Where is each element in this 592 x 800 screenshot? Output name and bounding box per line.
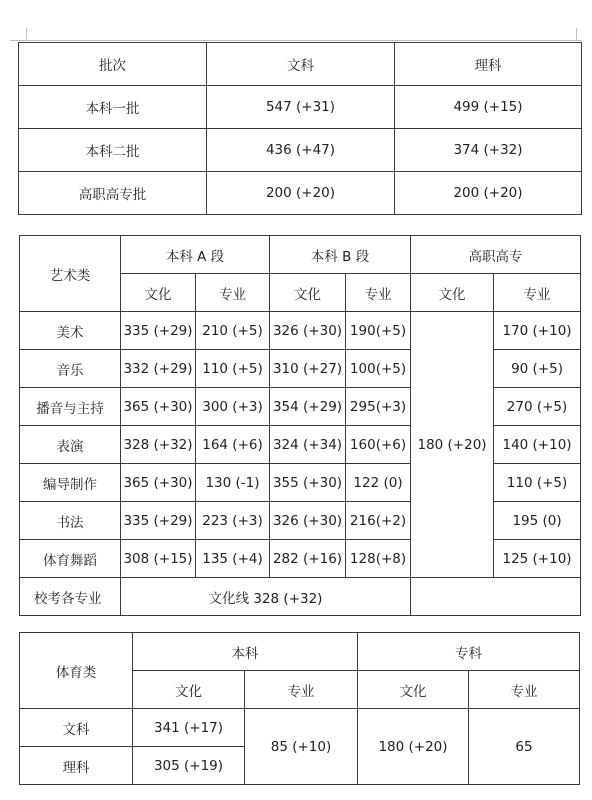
cell-value: 200 (+20) — [395, 172, 582, 215]
bachelor-major-merged: 85 (+10) — [245, 709, 358, 785]
row-label: 编导制作 — [20, 464, 121, 502]
cell-value: 436 (+47) — [207, 129, 395, 172]
cell-value: 310 (+27) — [270, 350, 346, 388]
table-row — [20, 464, 581, 502]
cell-value: 223 (+3) — [196, 502, 270, 540]
cell-value: 100(+5) — [346, 350, 411, 388]
header-batch: 批次 — [19, 43, 207, 86]
subheader-major: 专业 — [494, 274, 581, 312]
cell-value: 355 (+30) — [270, 464, 346, 502]
cell-value: 332 (+29) — [121, 350, 196, 388]
cell-value: 326 (+30) — [270, 312, 346, 350]
vocational-culture-merged: 180 (+20) — [411, 312, 494, 578]
cell-value: 140 (+10) — [494, 426, 581, 464]
cell-value: 365 (+30) — [121, 388, 196, 426]
cell-value: 164 (+6) — [196, 426, 270, 464]
cell-value: 547 (+31) — [207, 86, 395, 129]
page-corner-mark-right — [576, 28, 577, 40]
cell-value: 216(+2) — [346, 502, 411, 540]
table-row — [20, 540, 581, 578]
cell-value: 135 (+4) — [196, 540, 270, 578]
header-group-vocational: 高职高专 — [411, 236, 581, 274]
subheader-culture: 文化 — [133, 671, 245, 709]
sports-score-table — [19, 632, 580, 785]
table-row — [20, 350, 581, 388]
arts-score-table — [19, 235, 581, 616]
cell-value: 335 (+29) — [121, 312, 196, 350]
table-row — [20, 388, 581, 426]
table-row — [19, 172, 582, 215]
cell-value: 122 (0) — [346, 464, 411, 502]
row-label: 本科一批 — [19, 86, 207, 129]
cell-value: 328 (+32) — [121, 426, 196, 464]
header-liberal-arts: 文科 — [207, 43, 395, 86]
page-top-rule — [10, 40, 582, 41]
table-row — [20, 578, 581, 616]
table-row — [19, 86, 582, 129]
subheader-major: 专业 — [196, 274, 270, 312]
table-row — [20, 426, 581, 464]
page-corner-mark-left — [26, 28, 27, 40]
cell-value: 335 (+29) — [121, 502, 196, 540]
row-label: 理科 — [20, 747, 133, 785]
cell-value: 305 (+19) — [133, 747, 245, 785]
subheader-culture: 文化 — [358, 671, 469, 709]
header-group-bachelor-a: 本科 A 段 — [121, 236, 270, 274]
cell-value: 300 (+3) — [196, 388, 270, 426]
cell-value: 130 (-1) — [196, 464, 270, 502]
row-label: 文科 — [20, 709, 133, 747]
cell-value: 170 (+10) — [494, 312, 581, 350]
header-arts-category: 艺术类 — [20, 236, 121, 312]
row-label: 表演 — [20, 426, 121, 464]
row-label-school-exam: 校考各专业 — [20, 578, 121, 616]
table-header-row — [20, 633, 580, 671]
row-label: 音乐 — [20, 350, 121, 388]
row-label: 播音与主持 — [20, 388, 121, 426]
row-label: 体育舞蹈 — [20, 540, 121, 578]
header-group-college: 专科 — [358, 633, 580, 671]
subheader-culture: 文化 — [411, 274, 494, 312]
subheader-major: 专业 — [346, 274, 411, 312]
cell-value: 354 (+29) — [270, 388, 346, 426]
school-exam-culture-line: 文化线 328 (+32) — [121, 578, 411, 616]
table-row — [19, 129, 582, 172]
cell-value: 125 (+10) — [494, 540, 581, 578]
cell-value: 160(+6) — [346, 426, 411, 464]
subheader-culture: 文化 — [121, 274, 196, 312]
row-label: 高职高专批 — [19, 172, 207, 215]
cell-value: 365 (+30) — [121, 464, 196, 502]
cell-value: 110 (+5) — [494, 464, 581, 502]
table-row — [20, 312, 581, 350]
cell-value: 90 (+5) — [494, 350, 581, 388]
cell-value: 200 (+20) — [207, 172, 395, 215]
cell-value: 374 (+32) — [395, 129, 582, 172]
cell-value: 270 (+5) — [494, 388, 581, 426]
header-group-bachelor: 本科 — [133, 633, 358, 671]
table-row — [20, 502, 581, 540]
subheader-culture: 文化 — [270, 274, 346, 312]
batch-score-table — [18, 42, 582, 215]
header-science: 理科 — [395, 43, 582, 86]
header-sports-category: 体育类 — [20, 633, 133, 709]
college-major-merged: 65 — [469, 709, 580, 785]
table-header-row — [20, 236, 581, 274]
college-culture-merged: 180 (+20) — [358, 709, 469, 785]
cell-value: 326 (+30) — [270, 502, 346, 540]
cell-value: 499 (+15) — [395, 86, 582, 129]
cell-value: 210 (+5) — [196, 312, 270, 350]
empty-cell — [411, 578, 581, 616]
cell-value: 308 (+15) — [121, 540, 196, 578]
row-label: 本科二批 — [19, 129, 207, 172]
header-group-bachelor-b: 本科 B 段 — [270, 236, 411, 274]
cell-value: 195 (0) — [494, 502, 581, 540]
table-row — [20, 709, 580, 747]
cell-value: 341 (+17) — [133, 709, 245, 747]
cell-value: 110 (+5) — [196, 350, 270, 388]
cell-value: 128(+8) — [346, 540, 411, 578]
subheader-major: 专业 — [245, 671, 358, 709]
cell-value: 324 (+34) — [270, 426, 346, 464]
table-header-row — [19, 43, 582, 86]
subheader-major: 专业 — [469, 671, 580, 709]
cell-value: 282 (+16) — [270, 540, 346, 578]
cell-value: 295(+3) — [346, 388, 411, 426]
row-label: 书法 — [20, 502, 121, 540]
cell-value: 190(+5) — [346, 312, 411, 350]
row-label: 美术 — [20, 312, 121, 350]
